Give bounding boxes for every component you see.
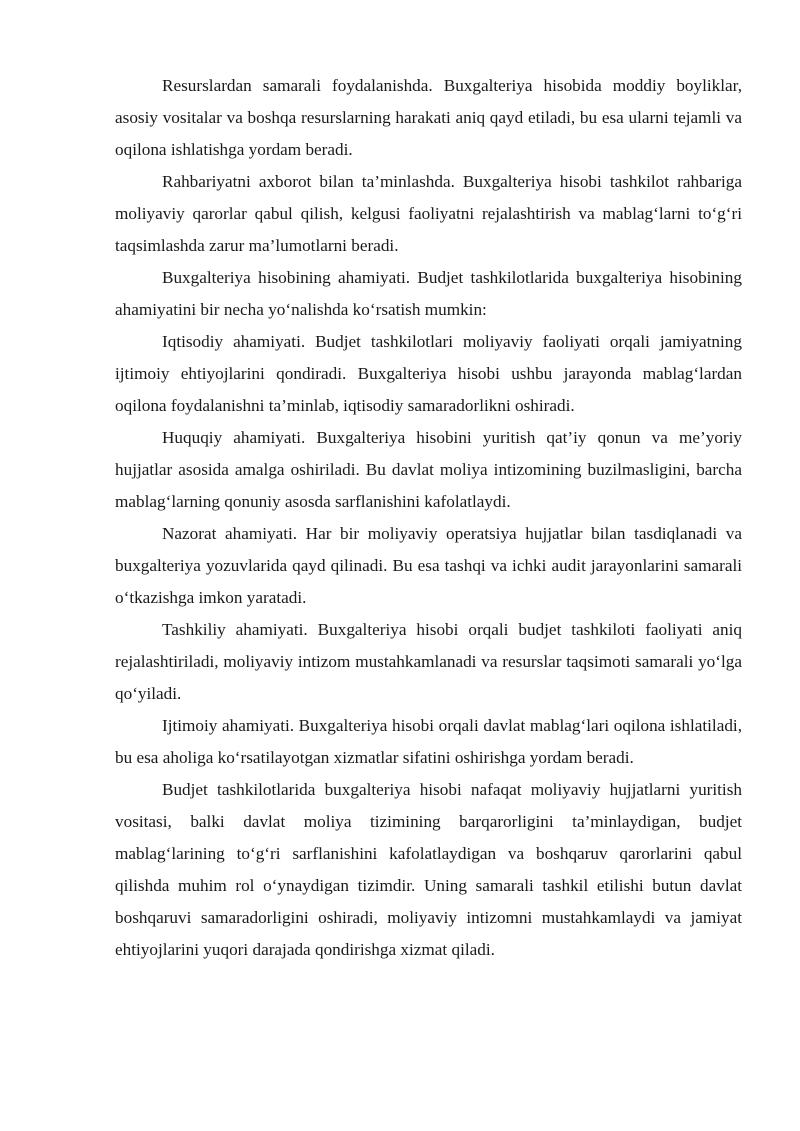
paragraph-control-importance: Nazorat ahamiyati. Har bir moliyaviy operatsiya hujjatlar bilan tasdiqlanadi va buxgalteriya yozuvlarida qayd qilinadi. Bu esa tashqi va ichki audit jarayonlarini samarali o‘tkazishga imkon yaratadi. (115, 524, 742, 607)
paragraph-accounting-importance: Buxgalteriya hisobining ahamiyati. Budjet tashkilotlarida buxgalteriya hisobining ahamiyatini bir necha yo‘nalishda ko‘rsatish mumkin: (115, 268, 742, 319)
paragraph-economic-importance: Iqtisodiy ahamiyati. Budjet tashkilotlari moliyaviy faoliyati orqali jamiyatning ijtimoiy ehtiyojlarini qondiradi. Buxgalteriya hisobi ushbu jarayonda mablag‘lardan oqilona foydalanishni ta’minlab, iqtisodiy samaradorlikni oshiradi. (115, 332, 742, 415)
paragraph-conclusion: Budjet tashkilotlarida buxgalteriya hisobi nafaqat moliyaviy hujjatlarni yuritish vositasi, balki davlat moliya tizimining barqarorligini ta’minlaydigan, budjet mablag‘larining to‘g‘ri sarflanishini kafolatlaydigan va boshqaruv qarorlarini qabul qilishda muhim rol o‘ynaydigan tizimdir. Uning samarali tashkil etilishi butun davlat boshqaruvi samaradorligini oshiradi, moliyaviy intizomni mustahkamlaydi va jamiyat ehtiyojlarini yuqori darajada qondirishga xizmat qiladi. (115, 780, 742, 959)
paragraph-legal-importance: Huquqiy ahamiyati. Buxgalteriya hisobini yuritish qat’iy qonun va me’yoriy hujjatlar asosida amalga oshiriladi. Bu davlat moliya intizomining buzilmasligini, barcha mablag‘larning qonuniy asosda sarflanishini kafolatlaydi. (115, 428, 742, 511)
paragraph-social-importance: Ijtimoiy ahamiyati. Buxgalteriya hisobi orqali davlat mablag‘lari oqilona ishlatiladi, bu esa aholiga ko‘rsatilayotgan xizmatlar sifatini oshirishga yordam beradi. (115, 716, 742, 767)
paragraph-resource-usage: Resurslardan samarali foydalanishda. Buxgalteriya hisobida moddiy boyliklar, asosiy vositalar va boshqa resurslarning harakati aniq qayd etiladi, bu esa ularni tejamli va oqilona ishlatishga yordam beradi. (115, 76, 742, 159)
paragraph-management-information: Rahbariyatni axborot bilan ta’minlashda. Buxgalteriya hisobi tashkilot rahbariga moliyaviy qarorlar qabul qilish, kelgusi faoliyatni rejalashtirish va mablag‘larni to‘g‘ri taqsimlashda zarur ma’lumotlarni beradi. (115, 172, 742, 255)
document-page (115, 70, 742, 966)
paragraph-organizational-importance: Tashkiliy ahamiyati. Buxgalteriya hisobi orqali budjet tashkiloti faoliyati aniq rejalashtiriladi, moliyaviy intizom mustahkamlanadi va resurslar taqsimoti samarali yo‘lga qo‘yiladi. (115, 620, 742, 703)
